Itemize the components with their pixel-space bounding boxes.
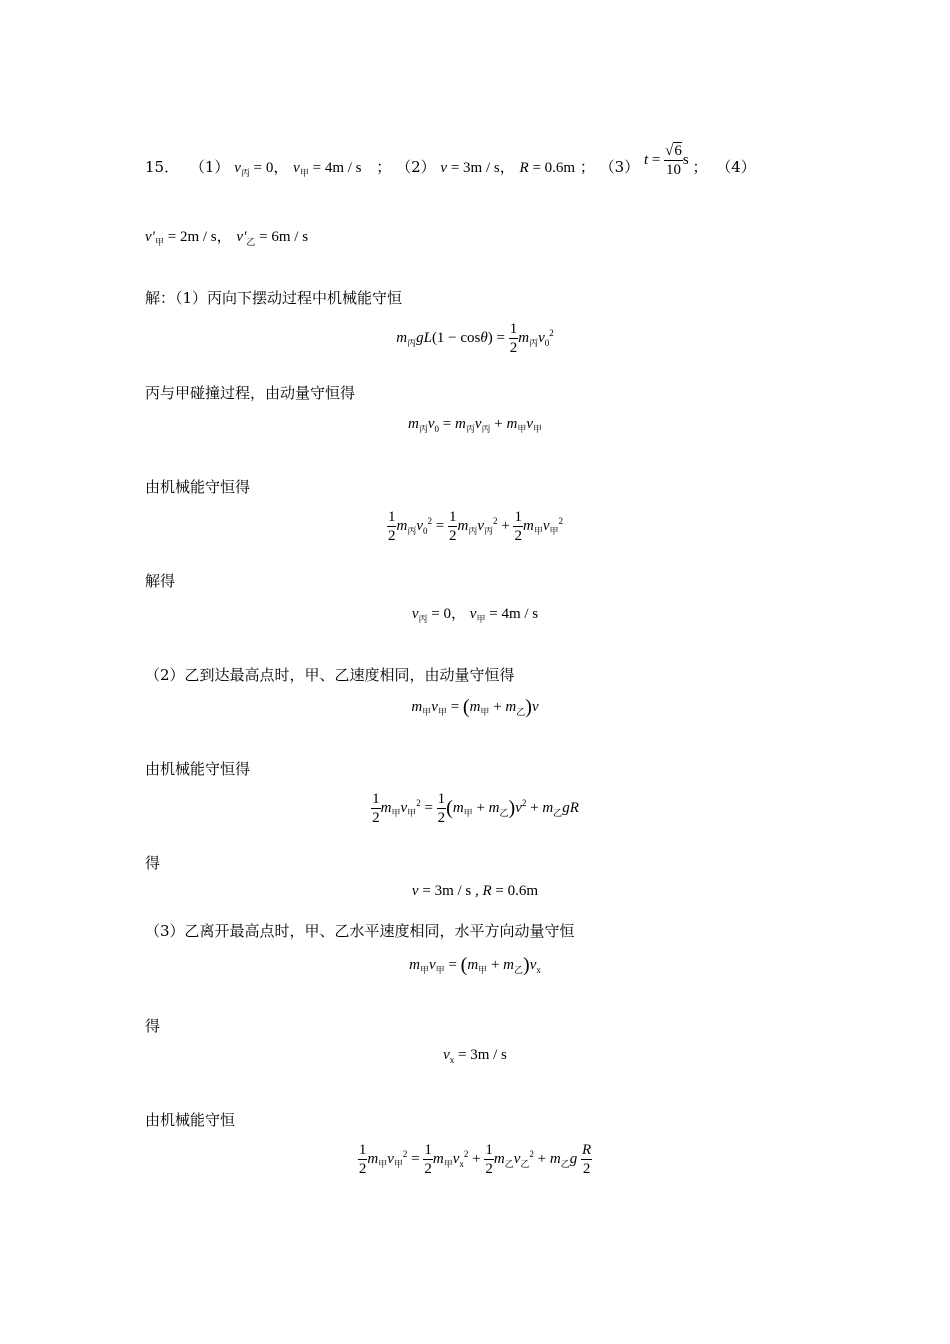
answer-line-2: $v'_甲 = 2m / s$， $v'_乙 = 6m / s$ xyxy=(145,227,309,247)
equation-energy-swing: $m_丙gL(1 - \cos\theta)$ = $\frac{1}{2}$ $m_丙v_0^2$ xyxy=(396,321,554,356)
solution-solve-1: 解得 xyxy=(145,572,176,590)
equation-momentum-2: $m_甲v_甲 = (m_甲 + m_乙)v$ xyxy=(411,696,539,718)
part-1-label: （1） xyxy=(189,157,230,176)
equation-energy-3: $\frac{1}{2}$ $m_甲v_甲^2$ = $\frac{1}{2}$ $m_甲v_x^2$ + $\frac{1}{2}$ $m_乙v_乙^2 + m_乙g$ $\frac{R}{2}$ xyxy=(358,1142,592,1177)
answer-line-1: 15． （1） $v_丙 = 0$， $v_甲 = 4m / s$ ； （2） v = 3m / s， R = 0.6m ； （3） t = $\frac{√6}{10}$ s ； （4） xyxy=(145,143,756,178)
solution-collision: 丙与甲碰撞过程，由动量守恒得 xyxy=(145,384,356,402)
solution-intro: 解：（1）丙向下摆动过程中机械能守恒 xyxy=(145,289,403,307)
part-4-label: （4） xyxy=(716,157,756,176)
answer-R: R = 0.6m xyxy=(519,159,576,176)
solution-energy-2: 由机械能守恒得 xyxy=(145,760,251,778)
result-3: $v_x = 3m / s$ xyxy=(443,1047,507,1065)
part-3-label: （3） xyxy=(599,157,640,176)
solution-energy-3: 由机械能守恒 xyxy=(145,1111,236,1129)
equation-momentum-collision: $m_丙v_0 = m_丙v_丙 + m_甲v_甲$ xyxy=(407,416,543,434)
solution-part-3: （3）乙离开最高点时，甲、乙水平速度相同，水平方向动量守恒 xyxy=(145,922,575,940)
solution-de-1: 得 xyxy=(145,854,161,872)
solution-energy-1: 由机械能守恒得 xyxy=(145,478,251,496)
solution-de-2: 得 xyxy=(145,1017,161,1035)
part-2-label: （2） xyxy=(396,157,436,176)
answer-t: t = $\frac{√6}{10}$ s xyxy=(644,143,689,178)
equation-energy-collision: $\frac{1}{2}$ $m_丙v_0^2$ = $\frac{1}{2}$ $m_丙v_丙^2$ + $\frac{1}{2}$ $m_甲v_甲^2$ xyxy=(387,509,564,544)
result-1: $v_丙 = 0$， $v_甲 = 4m / s$ xyxy=(411,606,539,624)
answer-v-jia: $v_甲 = 4m / s$ xyxy=(293,159,362,178)
answer-v: v = 3m / s xyxy=(440,159,500,176)
question-number: 15． xyxy=(145,157,180,176)
answer-v-bing: $v_丙 = 0$ xyxy=(234,159,274,178)
solution-part-2: （2）乙到达最高点时，甲、乙速度相同，由动量守恒得 xyxy=(145,666,515,684)
answer-v-yi-prime: $v'_乙 = 6m / s$ xyxy=(236,229,309,247)
result-2: v = 3m / s , R = 0.6m xyxy=(411,883,539,899)
equation-energy-2: $\frac{1}{2}$ $m_甲v_甲^2$ = $\frac{1}{2}$ $(m_甲 + m_乙)v^2 + m_乙gR$ xyxy=(372,791,579,826)
equation-momentum-3: $m_甲v_甲 = (m_甲 + m_乙)v_x$ xyxy=(409,954,541,976)
answer-v-jia-prime: $v'_甲 = 2m / s$ xyxy=(145,229,217,247)
